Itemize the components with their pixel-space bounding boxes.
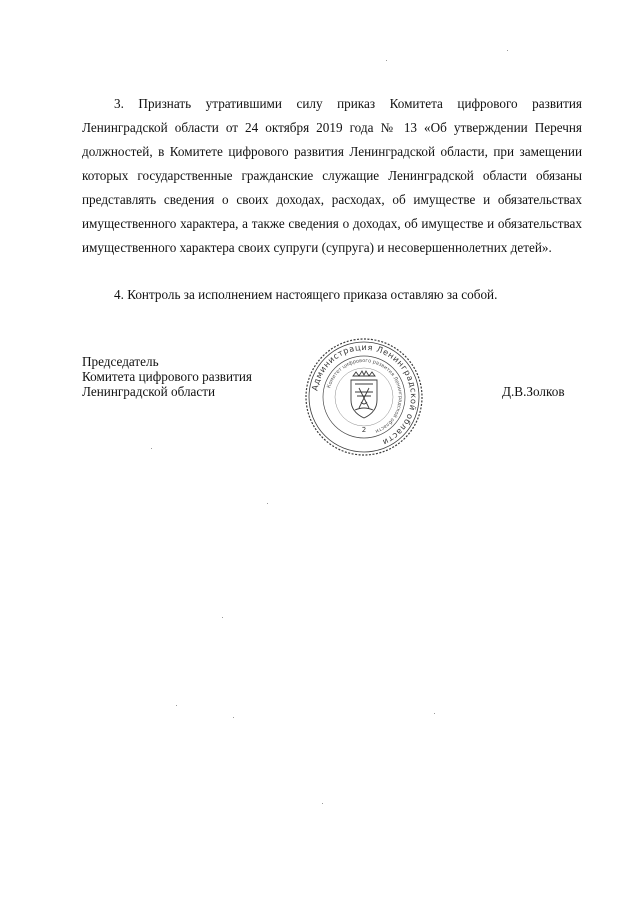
signatory-title-line-3: Ленинградской области — [82, 384, 216, 399]
scan-speck — [386, 60, 387, 61]
signatory-title-line-1: Председатель — [82, 354, 159, 369]
seal-outer-text: Администрация Ленинградской области — [309, 341, 420, 448]
scan-speck — [176, 705, 177, 706]
scan-speck — [151, 448, 152, 449]
signatory-name: Д.В.Золков — [502, 384, 565, 399]
scan-speck — [222, 617, 223, 618]
paragraph-4: 4. Контроль за исполнением настоящего приказа оставляю за собой. — [114, 287, 498, 302]
scan-speck — [507, 50, 508, 51]
paragraph-3: 3. Признать утратившими силу приказ Комитета цифрового развития Ленинградской области от 24 октября 2019 года № 13 «Об утверждении Перечня должностей, в Комитете цифрового развития Ленинградской области, при замещении которых государственные гражданские служащие Ленинградской области обязаны представлять сведения о своих доходах, расходах, об имуществе и обязательствах имущественного характера, а также сведения о доходах, об имуществе и обязательствах имущественного характера своих супруги (супруга) и несовершеннолетних детей». — [82, 96, 582, 255]
scan-speck — [233, 717, 234, 718]
seal-number: 2 — [361, 426, 367, 434]
scan-speck — [434, 713, 435, 714]
scan-speck — [322, 803, 323, 804]
scan-speck — [267, 503, 268, 504]
signatory-title — [82, 354, 252, 399]
coat-of-arms-icon — [351, 371, 377, 418]
signatory-title-line-2: Комитета цифрового развития — [82, 369, 252, 384]
seal-inner-text: Комитет цифрового развития Ленинградской области — [326, 357, 404, 434]
official-seal — [303, 336, 425, 458]
